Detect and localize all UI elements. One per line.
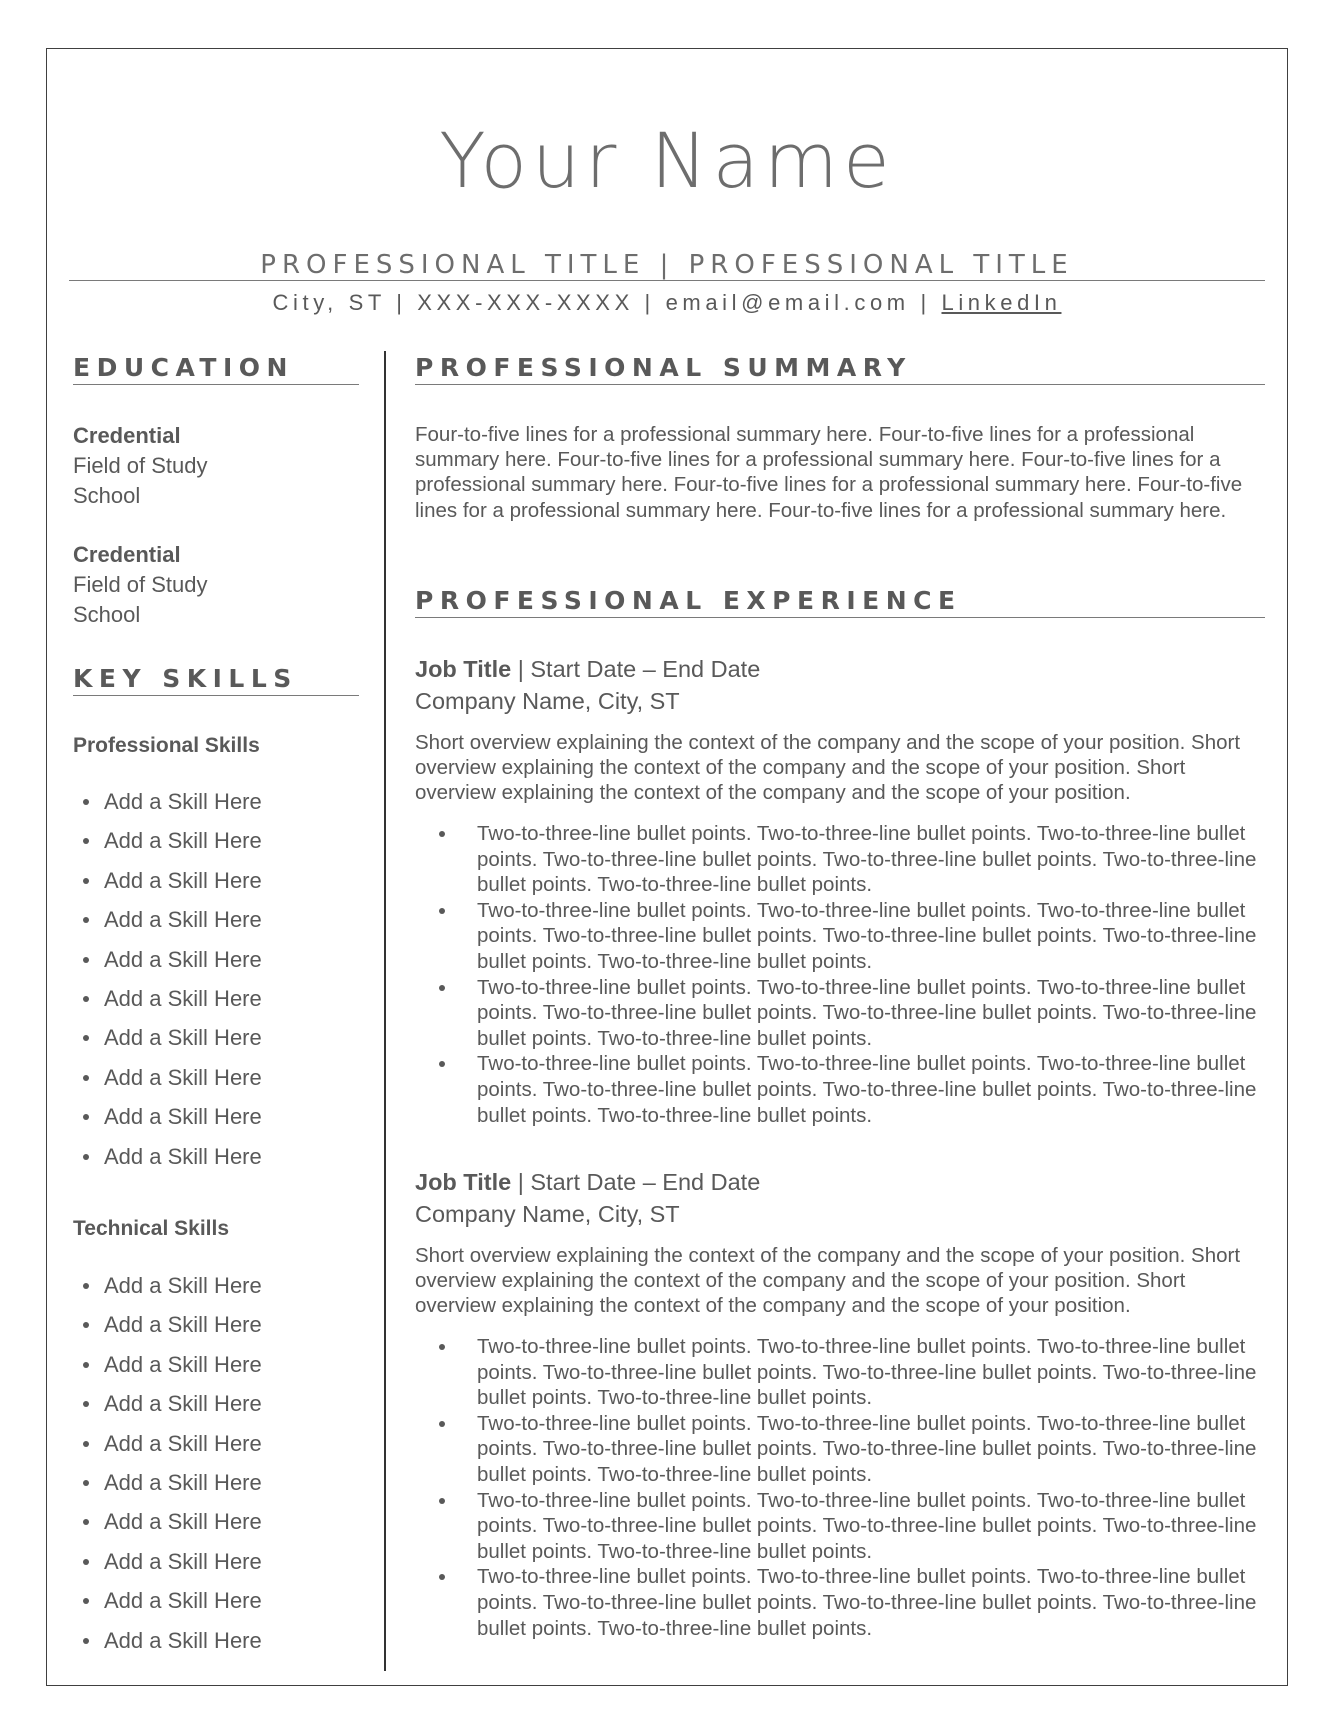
field-of-study: Field of Study bbox=[73, 572, 208, 597]
experience-heading: PROFESSIONAL EXPERIENCE bbox=[415, 588, 1265, 618]
summary-heading: PROFESSIONAL SUMMARY bbox=[415, 355, 1265, 385]
contact-line bbox=[47, 289, 1287, 318]
skill-item: Add a Skill Here bbox=[73, 940, 363, 979]
company-line: Company Name, City, ST bbox=[415, 688, 680, 714]
job-title: Job Title bbox=[415, 656, 512, 682]
field-of-study: Field of Study bbox=[73, 453, 208, 478]
education-heading: EDUCATION bbox=[73, 355, 359, 385]
bullet-item: Two-to-three-line bullet points. Two-to-three-line bullet points. Two-to-three-line bullet points. Two-to-three-line bullet points. Two-to-three-line bullet points. Two-to-three-line bullet points. Two-to-three-line bullet points. bbox=[415, 1051, 1263, 1128]
skill-item: Add a Skill Here bbox=[73, 1542, 363, 1581]
bullet-item: Two-to-three-line bullet points. Two-to-three-line bullet points. Two-to-three-line bullet points. Two-to-three-line bullet points. Two-to-three-line bullet points. Two-to-three-line bullet points. Two-to-three-line bullet points. bbox=[415, 975, 1263, 1052]
job-title-line bbox=[415, 653, 1263, 685]
professional-skills-list bbox=[73, 782, 363, 1176]
skill-item: Add a Skill Here bbox=[73, 1424, 363, 1463]
job-bullets bbox=[415, 821, 1263, 1128]
bullet-item: Two-to-three-line bullet points. Two-to-three-line bullet points. Two-to-three-line bullet points. Two-to-three-line bullet points. Two-to-three-line bullet points. Two-to-three-line bullet points. Two-to-three-line bullet points. bbox=[415, 1488, 1263, 1565]
technical-skills-label: Technical Skills bbox=[73, 1217, 230, 1240]
skill-item: Add a Skill Here bbox=[73, 1463, 363, 1502]
bullet-item: Two-to-three-line bullet points. Two-to-three-line bullet points. Two-to-three-line bullet points. Two-to-three-line bullet points. Two-to-three-line bullet points. Two-to-three-line bullet points. Two-to-three-line bullet points. bbox=[415, 1411, 1263, 1488]
skill-item: Add a Skill Here bbox=[73, 979, 363, 1018]
job-dates: | Start Date – End Date bbox=[511, 1169, 761, 1195]
job-overview: Short overview explaining the context of the company and the scope of your position. Short overview explaining the context of the company and the scope of your position. Short overview explaining the context of the company and the scope of your position. bbox=[415, 731, 1241, 805]
header-divider bbox=[69, 280, 1265, 281]
skill-item: Add a Skill Here bbox=[73, 1581, 363, 1620]
summary-text: Four-to-five lines for a professional summary here. Four-to-five lines for a professional summary here. Four-to-five lines for a professional summary here. Four-to-five lines for a professional summary here. Four-to-five lines for a professional summary here. Four-to-five lines for a professional summary here. Four-to-five lines for a professional summary here. bbox=[415, 423, 1243, 522]
skill-item: Add a Skill Here bbox=[73, 1018, 363, 1057]
school: School bbox=[73, 483, 141, 508]
credential: Credential bbox=[73, 542, 181, 567]
skill-item: Add a Skill Here bbox=[73, 1621, 363, 1660]
bullet-item: Two-to-three-line bullet points. Two-to-three-line bullet points. Two-to-three-line bullet points. Two-to-three-line bullet points. Two-to-three-line bullet points. Two-to-three-line bullet points. Two-to-three-line bullet points. bbox=[415, 1564, 1263, 1641]
skill-item: Add a Skill Here bbox=[73, 1384, 363, 1423]
professional-title: PROFESSIONAL TITLE | PROFESSIONAL TITLE bbox=[260, 250, 1074, 280]
skill-item: Add a Skill Here bbox=[73, 1266, 363, 1305]
contact-text: City, ST | XXX-XXX-XXXX | email@email.com | bbox=[272, 290, 942, 315]
linkedin-link[interactable]: LinkedIn bbox=[941, 290, 1062, 315]
skill-item: Add a Skill Here bbox=[73, 900, 363, 939]
job-title-line bbox=[415, 1166, 1263, 1198]
skill-item: Add a Skill Here bbox=[73, 1097, 363, 1136]
skill-item: Add a Skill Here bbox=[73, 1305, 363, 1344]
skill-item: Add a Skill Here bbox=[73, 1137, 363, 1176]
skill-item: Add a Skill Here bbox=[73, 782, 363, 821]
job-title: Job Title bbox=[415, 1169, 512, 1195]
professional-skills-label: Professional Skills bbox=[73, 734, 260, 757]
education-item bbox=[73, 540, 363, 630]
skill-item: Add a Skill Here bbox=[73, 1502, 363, 1541]
bullet-item: Two-to-three-line bullet points. Two-to-three-line bullet points. Two-to-three-line bullet points. Two-to-three-line bullet points. Two-to-three-line bullet points. Two-to-three-line bullet points. Two-to-three-line bullet points. bbox=[415, 821, 1263, 898]
bullet-item: Two-to-three-line bullet points. Two-to-three-line bullet points. Two-to-three-line bullet points. Two-to-three-line bullet points. Two-to-three-line bullet points. Two-to-three-line bullet points. Two-to-three-line bullet points. bbox=[415, 898, 1263, 975]
skill-item: Add a Skill Here bbox=[73, 861, 363, 900]
job-dates: | Start Date – End Date bbox=[511, 656, 761, 682]
school: School bbox=[73, 602, 141, 627]
resume-name: Your Name bbox=[439, 116, 895, 205]
job-overview: Short overview explaining the context of the company and the scope of your position. Short overview explaining the context of the company and the scope of your position. Short overview explaining the context of the company and the scope of your position. bbox=[415, 1244, 1241, 1318]
key-skills-heading: KEY SKILLS bbox=[73, 666, 359, 696]
credential: Credential bbox=[73, 423, 181, 448]
resume-page bbox=[46, 48, 1288, 1686]
bullet-item: Two-to-three-line bullet points. Two-to-three-line bullet points. Two-to-three-line bullet points. Two-to-three-line bullet points. Two-to-three-line bullet points. Two-to-three-line bullet points. Two-to-three-line bullet points. bbox=[415, 1334, 1263, 1411]
skill-item: Add a Skill Here bbox=[73, 821, 363, 860]
skill-item: Add a Skill Here bbox=[73, 1058, 363, 1097]
skill-item: Add a Skill Here bbox=[73, 1345, 363, 1384]
education-item bbox=[73, 421, 363, 511]
technical-skills-list bbox=[73, 1266, 363, 1660]
column-divider bbox=[384, 351, 386, 1671]
company-line: Company Name, City, ST bbox=[415, 1201, 680, 1227]
job-bullets bbox=[415, 1334, 1263, 1641]
